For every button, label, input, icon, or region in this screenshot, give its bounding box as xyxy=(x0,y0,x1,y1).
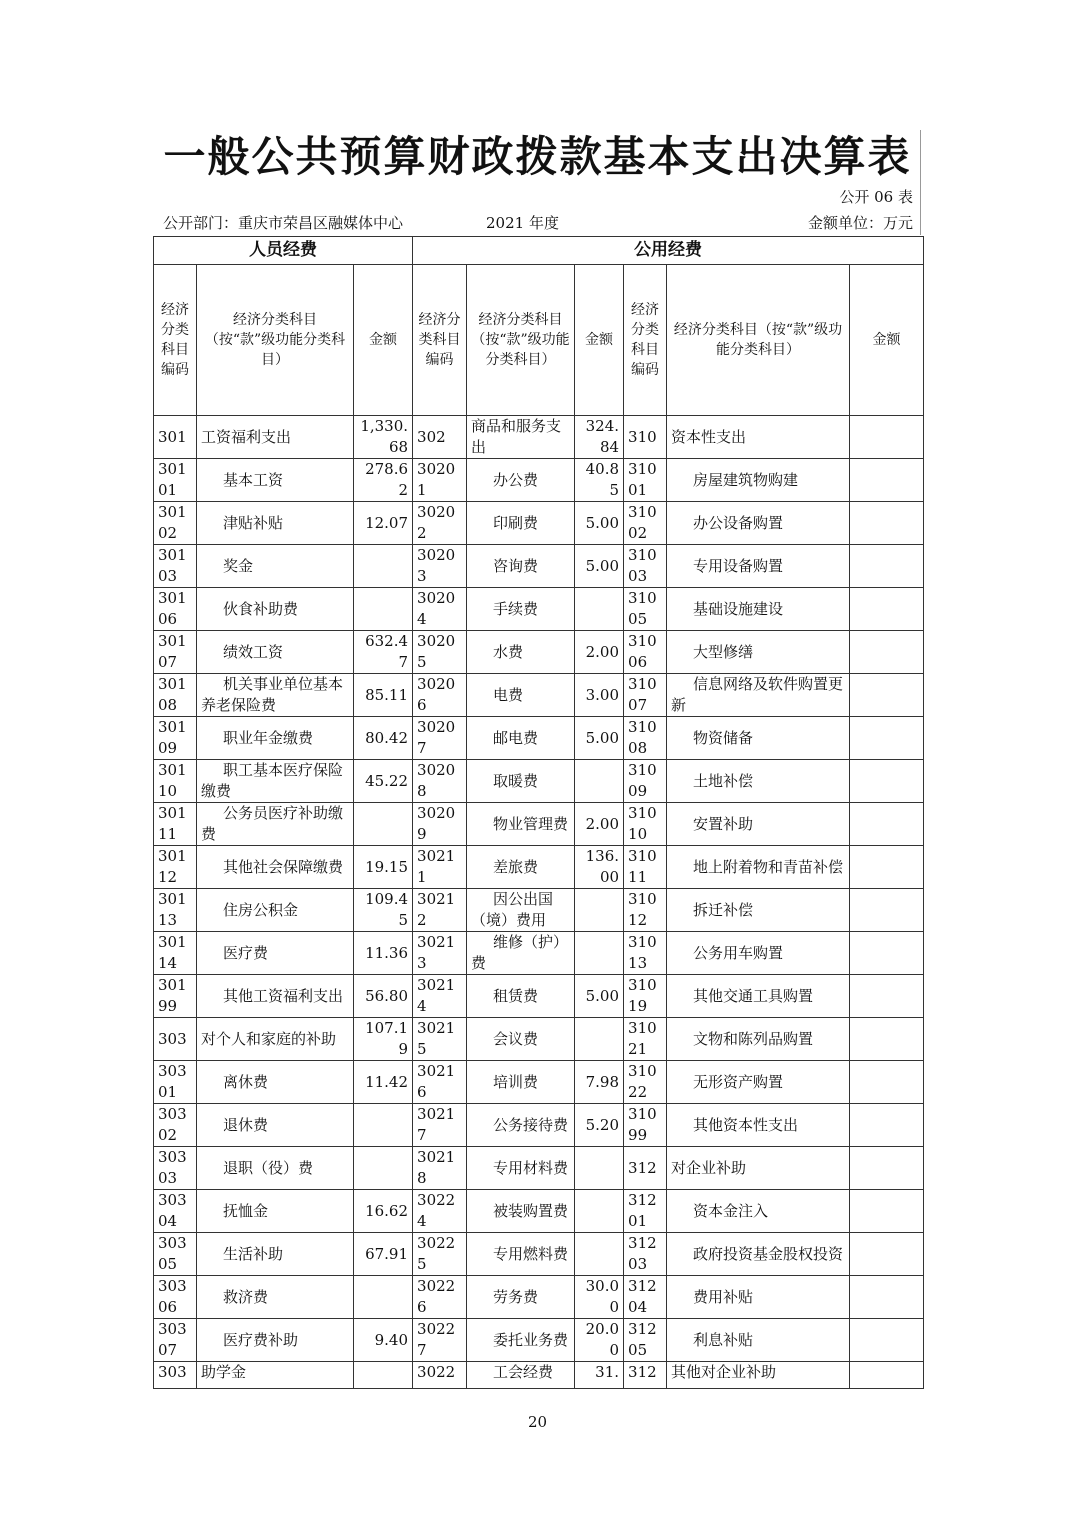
capital-code: 31021 xyxy=(624,1018,667,1061)
capital-item: 无形资产购置 xyxy=(667,1061,850,1104)
public-item: 培训费 xyxy=(467,1061,575,1104)
public-amount: 2.00 xyxy=(575,803,624,846)
personnel-item: 抚恤金 xyxy=(197,1190,354,1233)
public-item: 委托业务费 xyxy=(467,1319,575,1362)
public-code: 30225 xyxy=(413,1233,467,1276)
personnel-item: 医疗费补助 xyxy=(197,1319,354,1362)
public-amount xyxy=(575,1190,624,1233)
capital-code: 31099 xyxy=(624,1104,667,1147)
header-code: 经济分类科目编码 xyxy=(154,265,197,416)
public-item: 物业管理费 xyxy=(467,803,575,846)
public-code: 30209 xyxy=(413,803,467,846)
capital-code: 31012 xyxy=(624,889,667,932)
table-row xyxy=(154,1233,924,1276)
public-item: 因公出国（境）费用 xyxy=(467,889,575,932)
personnel-code: 30307 xyxy=(154,1319,197,1362)
capital-code: 31009 xyxy=(624,760,667,803)
header-name: 经济分类科目（按“款”级功能分类科目） xyxy=(667,265,850,416)
public-amount xyxy=(575,889,624,932)
public-code: 30226 xyxy=(413,1276,467,1319)
public-amount xyxy=(575,588,624,631)
public-item: 印刷费 xyxy=(467,502,575,545)
public-code: 30205 xyxy=(413,631,467,674)
personnel-code: 30113 xyxy=(154,889,197,932)
capital-item: 文物和陈列品购置 xyxy=(667,1018,850,1061)
personnel-item: 绩效工资 xyxy=(197,631,354,674)
personnel-amount: 16.62 xyxy=(354,1190,413,1233)
public-amount: 30.00 xyxy=(575,1276,624,1319)
public-amount xyxy=(575,932,624,975)
capital-amount xyxy=(850,760,924,803)
capital-item: 利息补贴 xyxy=(667,1319,850,1362)
personnel-code: 30199 xyxy=(154,975,197,1018)
header-code: 经济分类科目编码 xyxy=(624,265,667,416)
public-code: 30206 xyxy=(413,674,467,717)
capital-amount xyxy=(850,889,924,932)
public-code: 30215 xyxy=(413,1018,467,1061)
public-amount: 20.00 xyxy=(575,1319,624,1362)
capital-amount xyxy=(850,1362,924,1389)
capital-code: 312 xyxy=(624,1147,667,1190)
personnel-item: 工资福利支出 xyxy=(197,416,354,459)
capital-amount xyxy=(850,545,924,588)
capital-item: 信息网络及软件购置更新 xyxy=(667,674,850,717)
public-item: 咨询费 xyxy=(467,545,575,588)
public-amount: 5.00 xyxy=(575,545,624,588)
table-row xyxy=(154,1190,924,1233)
public-code: 30218 xyxy=(413,1147,467,1190)
fiscal-year: 2021 年度 xyxy=(486,214,559,232)
public-amount: 5.00 xyxy=(575,717,624,760)
capital-amount xyxy=(850,1147,924,1190)
public-amount: 2.00 xyxy=(575,631,624,674)
capital-code: 31010 xyxy=(624,803,667,846)
personnel-code: 30302 xyxy=(154,1104,197,1147)
table-row xyxy=(154,1362,924,1389)
personnel-code: 30102 xyxy=(154,502,197,545)
capital-amount xyxy=(850,459,924,502)
personnel-code: 30304 xyxy=(154,1190,197,1233)
personnel-amount: 107.19 xyxy=(354,1018,413,1061)
public-code: 302 xyxy=(413,416,467,459)
table-row xyxy=(154,1104,924,1147)
public-amount: 40.85 xyxy=(575,459,624,502)
personnel-item: 基本工资 xyxy=(197,459,354,502)
capital-item: 其他交通工具购置 xyxy=(667,975,850,1018)
table-row xyxy=(154,889,924,932)
personnel-item: 住房公积金 xyxy=(197,889,354,932)
public-amount: 136.00 xyxy=(575,846,624,889)
capital-amount xyxy=(850,1190,924,1233)
capital-amount xyxy=(850,1104,924,1147)
personnel-amount: 632.47 xyxy=(354,631,413,674)
personnel-code: 30101 xyxy=(154,459,197,502)
capital-code: 31205 xyxy=(624,1319,667,1362)
table-row xyxy=(154,1319,924,1362)
table-row xyxy=(154,975,924,1018)
table-row xyxy=(154,932,924,975)
personnel-code: 303 xyxy=(154,1018,197,1061)
personnel-item: 退职（役）费 xyxy=(197,1147,354,1190)
personnel-item: 对个人和家庭的补助 xyxy=(197,1018,354,1061)
public-amount: 31. xyxy=(575,1362,624,1389)
capital-item: 办公设备购置 xyxy=(667,502,850,545)
personnel-item: 公务员医疗补助缴费 xyxy=(197,803,354,846)
personnel-code: 30112 xyxy=(154,846,197,889)
table-row xyxy=(154,459,924,502)
personnel-item: 职工基本医疗保险缴费 xyxy=(197,760,354,803)
public-item: 商品和服务支出 xyxy=(467,416,575,459)
public-item: 电费 xyxy=(467,674,575,717)
capital-amount xyxy=(850,631,924,674)
header-amount: 金额 xyxy=(575,265,624,416)
capital-code: 31019 xyxy=(624,975,667,1018)
public-item: 办公费 xyxy=(467,459,575,502)
personnel-code: 30106 xyxy=(154,588,197,631)
capital-amount xyxy=(850,1018,924,1061)
personnel-item: 奖金 xyxy=(197,545,354,588)
public-item: 劳务费 xyxy=(467,1276,575,1319)
personnel-amount: 1,330.68 xyxy=(354,416,413,459)
capital-item: 其他资本性支出 xyxy=(667,1104,850,1147)
capital-item: 其他对企业补助 xyxy=(667,1362,850,1389)
section-public: 公用经费 xyxy=(413,237,924,265)
table-row xyxy=(154,717,924,760)
table-row xyxy=(154,1147,924,1190)
header-amount: 金额 xyxy=(850,265,924,416)
public-code: 30203 xyxy=(413,545,467,588)
public-amount: 324.84 xyxy=(575,416,624,459)
capital-code: 31201 xyxy=(624,1190,667,1233)
capital-item: 物资储备 xyxy=(667,717,850,760)
personnel-item: 生活补助 xyxy=(197,1233,354,1276)
personnel-amount xyxy=(354,803,413,846)
public-code: 30216 xyxy=(413,1061,467,1104)
capital-item: 大型修缮 xyxy=(667,631,850,674)
personnel-item: 职业年金缴费 xyxy=(197,717,354,760)
header-name: 经济分类科目（按“款”级功能分类科目） xyxy=(197,265,354,416)
public-code: 30212 xyxy=(413,889,467,932)
public-item: 专用材料费 xyxy=(467,1147,575,1190)
personnel-item: 伙食补助费 xyxy=(197,588,354,631)
personnel-amount: 80.42 xyxy=(354,717,413,760)
page-number: 20 xyxy=(527,1413,548,1431)
public-code: 30224 xyxy=(413,1190,467,1233)
capital-item: 基础设施建设 xyxy=(667,588,850,631)
header-code: 经济分类科目编码 xyxy=(413,265,467,416)
personnel-code: 30110 xyxy=(154,760,197,803)
form-number: 公开 06 表 xyxy=(839,188,913,206)
public-amount: 7.98 xyxy=(575,1061,624,1104)
public-amount: 5.00 xyxy=(575,975,624,1018)
public-item: 水费 xyxy=(467,631,575,674)
public-amount: 3.00 xyxy=(575,674,624,717)
public-item: 取暖费 xyxy=(467,760,575,803)
capital-item: 政府投资基金股权投资 xyxy=(667,1233,850,1276)
personnel-item: 医疗费 xyxy=(197,932,354,975)
public-code: 30202 xyxy=(413,502,467,545)
personnel-item: 机关事业单位基本养老保险费 xyxy=(197,674,354,717)
personnel-amount xyxy=(354,545,413,588)
public-code: 30217 xyxy=(413,1104,467,1147)
capital-amount xyxy=(850,846,924,889)
public-item: 专用燃料费 xyxy=(467,1233,575,1276)
section-personnel: 人员经费 xyxy=(154,237,413,265)
personnel-code: 30305 xyxy=(154,1233,197,1276)
public-amount xyxy=(575,760,624,803)
personnel-amount: 9.40 xyxy=(354,1319,413,1362)
table-row xyxy=(154,416,924,459)
table-row xyxy=(154,1018,924,1061)
header-name: 经济分类科目（按“款”级功能分类科目） xyxy=(467,265,575,416)
personnel-amount: 11.36 xyxy=(354,932,413,975)
personnel-amount: 85.11 xyxy=(354,674,413,717)
capital-amount xyxy=(850,803,924,846)
personnel-code: 30107 xyxy=(154,631,197,674)
public-item: 邮电费 xyxy=(467,717,575,760)
capital-code: 31002 xyxy=(624,502,667,545)
personnel-amount: 19.15 xyxy=(354,846,413,889)
personnel-code: 30111 xyxy=(154,803,197,846)
personnel-amount xyxy=(354,588,413,631)
public-amount xyxy=(575,1147,624,1190)
public-item: 会议费 xyxy=(467,1018,575,1061)
table-row xyxy=(154,631,924,674)
capital-amount xyxy=(850,1319,924,1362)
capital-amount xyxy=(850,1061,924,1104)
personnel-code: 30109 xyxy=(154,717,197,760)
table-row xyxy=(154,1061,924,1104)
personnel-amount: 56.80 xyxy=(354,975,413,1018)
capital-amount xyxy=(850,717,924,760)
public-item: 租赁费 xyxy=(467,975,575,1018)
expenditure-table xyxy=(153,236,924,1389)
capital-amount xyxy=(850,588,924,631)
personnel-code: 30306 xyxy=(154,1276,197,1319)
public-amount: 5.20 xyxy=(575,1104,624,1147)
personnel-amount xyxy=(354,1362,413,1389)
public-code: 30208 xyxy=(413,760,467,803)
personnel-item: 其他工资福利支出 xyxy=(197,975,354,1018)
public-amount: 5.00 xyxy=(575,502,624,545)
personnel-item: 救济费 xyxy=(197,1276,354,1319)
public-amount xyxy=(575,1018,624,1061)
public-code: 3022 xyxy=(413,1362,467,1389)
capital-amount xyxy=(850,1276,924,1319)
capital-item: 资本金注入 xyxy=(667,1190,850,1233)
public-code: 30211 xyxy=(413,846,467,889)
table-row xyxy=(154,846,924,889)
personnel-amount xyxy=(354,1147,413,1190)
capital-code: 31006 xyxy=(624,631,667,674)
capital-code: 31013 xyxy=(624,932,667,975)
personnel-item: 助学金 xyxy=(197,1362,354,1389)
capital-code: 31007 xyxy=(624,674,667,717)
personnel-code: 30103 xyxy=(154,545,197,588)
capital-item: 土地补偿 xyxy=(667,760,850,803)
personnel-amount xyxy=(354,1276,413,1319)
public-code: 30213 xyxy=(413,932,467,975)
public-code: 30214 xyxy=(413,975,467,1018)
personnel-code: 301 xyxy=(154,416,197,459)
capital-amount xyxy=(850,975,924,1018)
personnel-code: 30303 xyxy=(154,1147,197,1190)
capital-amount xyxy=(850,932,924,975)
capital-code: 31001 xyxy=(624,459,667,502)
capital-amount xyxy=(850,502,924,545)
table-row xyxy=(154,803,924,846)
page-title: 一般公共预算财政拨款基本支出决算表 xyxy=(163,132,912,181)
personnel-amount: 45.22 xyxy=(354,760,413,803)
capital-amount xyxy=(850,1233,924,1276)
public-item: 手续费 xyxy=(467,588,575,631)
public-code: 30207 xyxy=(413,717,467,760)
capital-code: 31003 xyxy=(624,545,667,588)
capital-code: 31011 xyxy=(624,846,667,889)
public-item: 维修（护）费 xyxy=(467,932,575,975)
capital-item: 拆迁补偿 xyxy=(667,889,850,932)
personnel-item: 其他社会保障缴费 xyxy=(197,846,354,889)
capital-amount xyxy=(850,674,924,717)
capital-item: 安置补助 xyxy=(667,803,850,846)
table-row xyxy=(154,760,924,803)
personnel-amount: 278.62 xyxy=(354,459,413,502)
table-row xyxy=(154,545,924,588)
personnel-amount: 11.42 xyxy=(354,1061,413,1104)
amount-unit: 金额单位：万元 xyxy=(807,214,913,232)
capital-item: 专用设备购置 xyxy=(667,545,850,588)
capital-code: 310 xyxy=(624,416,667,459)
personnel-item: 退休费 xyxy=(197,1104,354,1147)
personnel-item: 津贴补贴 xyxy=(197,502,354,545)
table-row xyxy=(154,588,924,631)
personnel-code: 30108 xyxy=(154,674,197,717)
capital-item: 费用补贴 xyxy=(667,1276,850,1319)
department-label: 公开部门：重庆市荣昌区融媒体中心 xyxy=(163,214,404,232)
capital-item: 公务用车购置 xyxy=(667,932,850,975)
personnel-amount: 67.91 xyxy=(354,1233,413,1276)
public-item: 公务接待费 xyxy=(467,1104,575,1147)
capital-code: 31204 xyxy=(624,1276,667,1319)
table-row xyxy=(154,1276,924,1319)
capital-code: 31005 xyxy=(624,588,667,631)
personnel-amount: 109.45 xyxy=(354,889,413,932)
personnel-item: 离休费 xyxy=(197,1061,354,1104)
capital-code: 31022 xyxy=(624,1061,667,1104)
capital-amount xyxy=(850,416,924,459)
table-row xyxy=(154,502,924,545)
header-amount: 金额 xyxy=(354,265,413,416)
capital-code: 31008 xyxy=(624,717,667,760)
capital-item: 对企业补助 xyxy=(667,1147,850,1190)
public-code: 30227 xyxy=(413,1319,467,1362)
public-item: 差旅费 xyxy=(467,846,575,889)
personnel-code: 30301 xyxy=(154,1061,197,1104)
personnel-amount: 12.07 xyxy=(354,502,413,545)
public-item: 工会经费 xyxy=(467,1362,575,1389)
table-row xyxy=(154,674,924,717)
capital-item: 地上附着物和青苗补偿 xyxy=(667,846,850,889)
capital-item: 资本性支出 xyxy=(667,416,850,459)
personnel-amount xyxy=(354,1104,413,1147)
personnel-code: 303 xyxy=(154,1362,197,1389)
personnel-code: 30114 xyxy=(154,932,197,975)
public-code: 30204 xyxy=(413,588,467,631)
public-code: 30201 xyxy=(413,459,467,502)
public-item: 被装购置费 xyxy=(467,1190,575,1233)
capital-code: 31203 xyxy=(624,1233,667,1276)
public-amount xyxy=(575,1233,624,1276)
capital-code: 312 xyxy=(624,1362,667,1389)
capital-item: 房屋建筑物购建 xyxy=(667,459,850,502)
